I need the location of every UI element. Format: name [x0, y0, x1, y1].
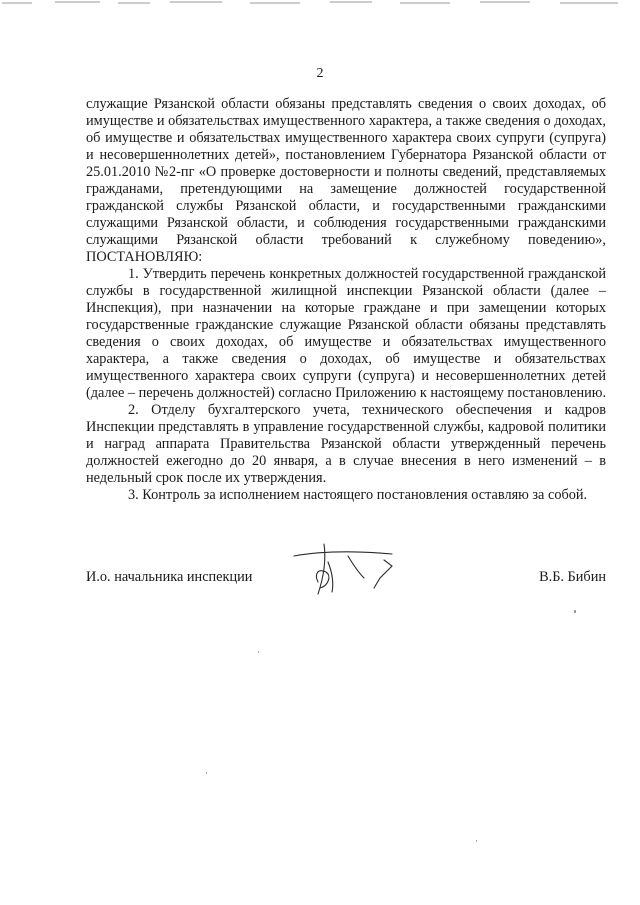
signature-block [86, 569, 606, 589]
scan-speck [476, 840, 477, 842]
page-number: 2 [316, 66, 324, 81]
signatory-title: И.о. начальника инспекции [86, 569, 253, 585]
handwritten-signature [288, 538, 408, 598]
document-body [86, 96, 606, 504]
scan-speck [258, 651, 259, 653]
signatory-name: В.Б. Бибин [539, 569, 606, 585]
paragraph-preamble: служащие Рязанской области обязаны представлять сведения о своих доходах, об имуществе и обязательствах имущественного характера, а также сведения о доходах, об имуществе и обязательствах имущественного характера своих супруги (супруга) и несовершеннолетних детей», постановлением Губернатора Рязанской области от 25.01.2010 №2-пг «О проверке достоверности и полноты сведений, представляемых гражданами, претендующими на замещение должностей государственной гражданской службы Рязанской области, и государственными гражданскими служащими Рязанской области, и соблюдения государственными гражданскими служащими Рязанской области требований к служебному поведению», ПОСТАНОВЛЯЮ: [86, 96, 606, 265]
paragraph-item-3: 3. Контроль за исполнением настоящего постановления оставляю за собой. [128, 487, 588, 503]
paragraph-item-1: 1. Утвердить перечень конкретных должностей государственной гражданской службы в государственной жилищной инспекции Рязанской области (далее – Инспекция), при назначении на которые граждане и при замещении которых государственные гражданские служащие Рязанской области обязаны представлять сведения о своих доходах, об имуществе и обязательствах имущественного характера, а также сведения о доходах, об имуществе и обязательствах имущественного характера своих супруги (супруга) и несовершеннолетних детей (далее – перечень должностей) согласно Приложению к настоящему постановлению. [86, 266, 607, 401]
paragraph-item-2: 2. Отделу бухгалтерского учета, технического обеспечения и кадров Инспекции представлять в управление государственной службы, кадровой политики и наград аппарата Правительства Рязанской области утвержденный перечень должностей ежегодно до 20 января, а в случае внесения в него изменений – в недельный срок после их утверждения. [86, 402, 606, 486]
scan-edge-marks [0, 0, 640, 8]
scan-speck [206, 772, 207, 774]
scan-speck [574, 610, 576, 613]
